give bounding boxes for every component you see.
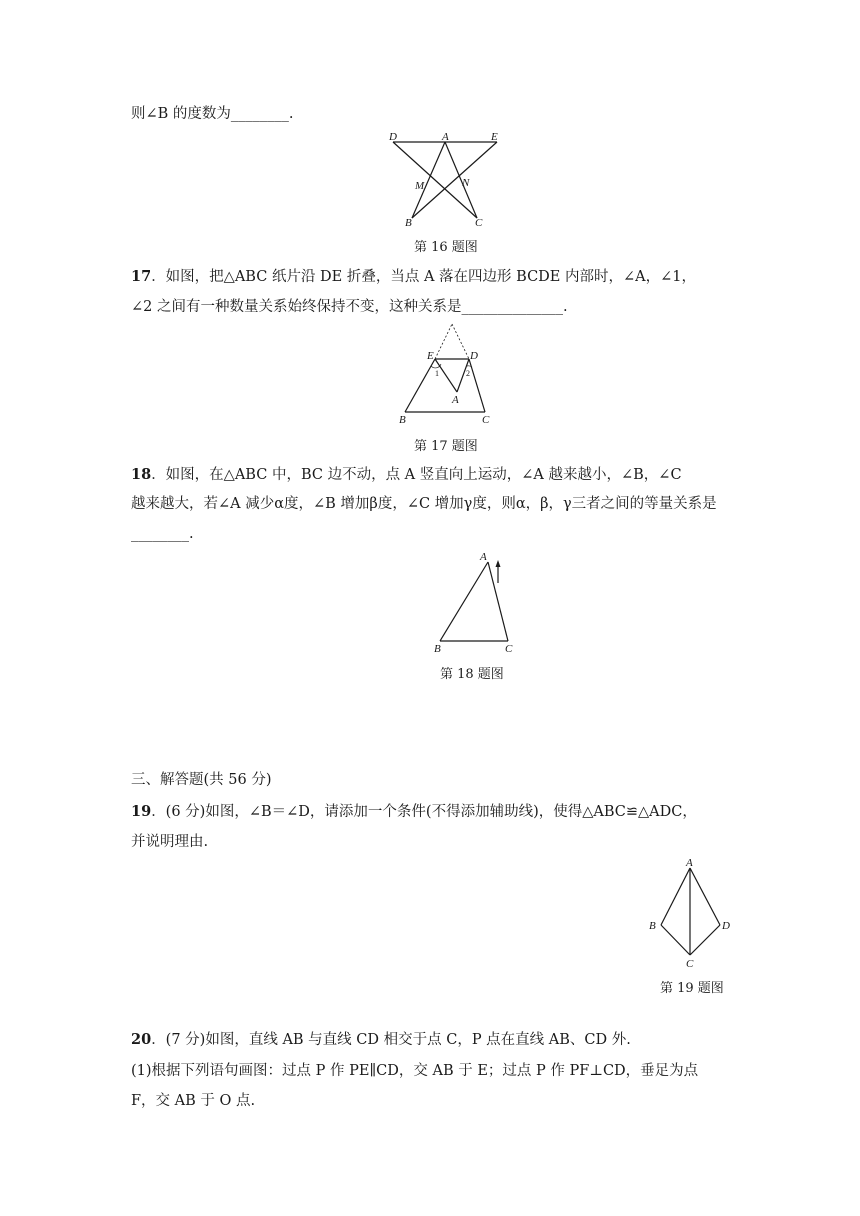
- fig16-label-b: B: [405, 217, 412, 229]
- q18-number: 18: [131, 466, 152, 483]
- q19-text-1: ．(6 分)如图，∠B＝∠D，请添加一个条件(不得添加辅助线)，使得△ABC≌△ADC，: [151, 804, 697, 820]
- fig16-label-c: C: [475, 217, 483, 229]
- fig16-label-e: E: [491, 131, 498, 143]
- q16-text-tail: 则∠B 的度数为________.: [131, 106, 294, 122]
- q18-text-1: ．如图，在△ABC 中，BC 边不动，点 A 竖直向上运动，∠A 越来越小，∠B，∠C: [151, 467, 682, 483]
- figure-17-caption: 第 17 题图: [414, 439, 478, 454]
- q20-line-3: F，交 AB 于 O 点.: [131, 1093, 256, 1109]
- fig17-label-a: A: [452, 394, 459, 406]
- fig19-label-c: C: [686, 958, 694, 970]
- figure-18-caption: 第 18 题图: [440, 667, 504, 682]
- q17-line-2: ∠2 之间有一种数量关系始终保持不变，这种关系是______________.: [131, 299, 568, 315]
- figure-16-caption: 第 16 题图: [414, 240, 478, 255]
- fig18-label-a: A: [480, 551, 487, 563]
- fig17-label-1: 1: [435, 369, 439, 378]
- q19-line-2: 并说明理由.: [131, 834, 209, 850]
- fig17-label-c: C: [482, 414, 490, 426]
- figure-17: [395, 320, 505, 430]
- fig17-label-e: E: [427, 350, 434, 362]
- fig16-label-n: N: [462, 177, 470, 189]
- q20-text-1: ．(7 分)如图，直线 AB 与直线 CD 相交于点 C，P 点在直线 AB、CD 外.: [151, 1032, 631, 1048]
- q19-line-1: [131, 802, 741, 822]
- fig19-label-d: D: [722, 920, 730, 932]
- q18-line-2: 越来越大，若∠A 减少α度，∠B 增加β度，∠C 增加γ度，则α，β，γ三者之间的等量关系是: [131, 496, 717, 512]
- fig17-label-2: 2: [466, 369, 470, 378]
- fig18-label-b: B: [434, 643, 441, 655]
- figure-19: [645, 855, 735, 973]
- fig18-label-c: C: [505, 643, 513, 655]
- fig17-label-d: D: [470, 350, 478, 362]
- q17-line-1: [131, 267, 741, 287]
- q18-line-1: [131, 465, 741, 485]
- q20-number: 20: [131, 1031, 152, 1048]
- q20-line-1: [131, 1030, 741, 1050]
- fig17-label-b: B: [399, 414, 406, 426]
- fig19-label-b: B: [649, 920, 656, 932]
- q19-number: 19: [131, 803, 152, 820]
- q17-number: 17: [131, 268, 152, 285]
- figure-18: [430, 548, 520, 656]
- figure-19-caption: 第 19 题图: [660, 981, 724, 996]
- fig16-label-m: M: [415, 180, 425, 192]
- arrow-up-icon: [496, 560, 501, 567]
- fig16-label-d: D: [389, 131, 397, 143]
- q17-text-1: ．如图，把△ABC 纸片沿 DE 折叠，当点 A 落在四边形 BCDE 内部时，∠A，∠1，: [151, 269, 696, 285]
- q18-line-3: ________.: [131, 526, 194, 542]
- figure-16: [385, 128, 505, 230]
- fig16-label-a: A: [442, 131, 449, 143]
- q20-line-2: (1)根据下列语句画图：过点 P 作 PE∥CD，交 AB 于 E；过点 P 作 PF⊥CD，垂足为点: [131, 1063, 699, 1079]
- section-3-title: 三、解答题(共 56 分): [131, 772, 272, 788]
- fig19-label-a: A: [686, 857, 693, 869]
